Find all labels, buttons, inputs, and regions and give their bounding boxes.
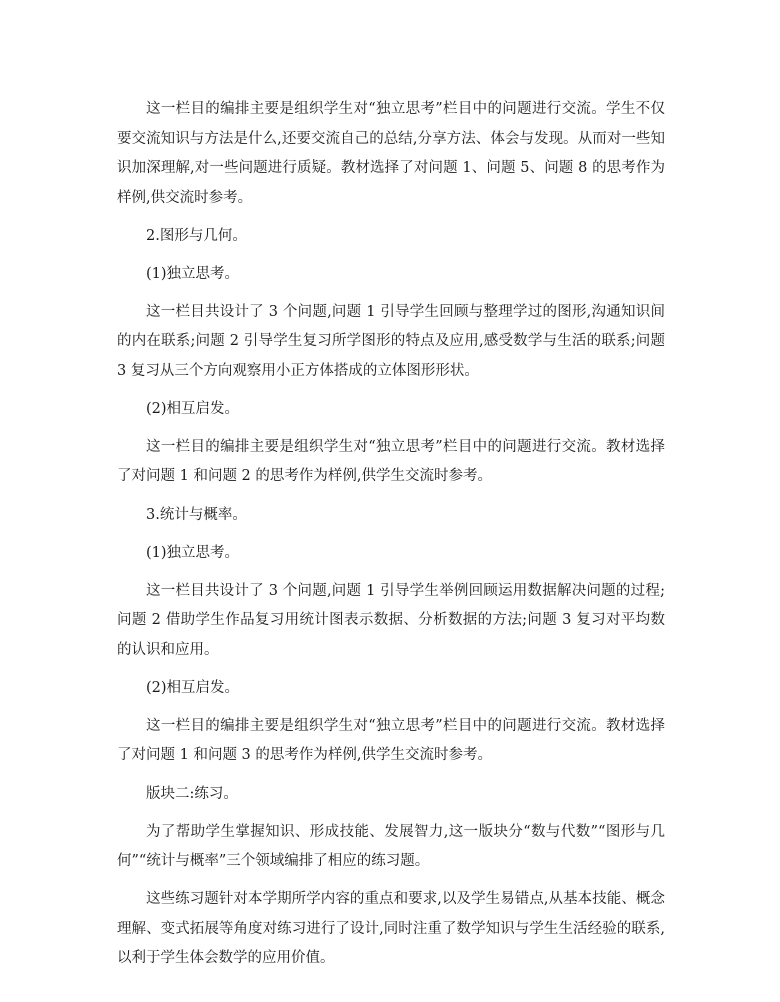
document-body [117,95,665,982]
paragraph-statistics-exchange: 这一栏目的编排主要是组织学生对“独立思考”栏目中的问题进行交流。教材选择了对问题 1 和问题 3 的思考作为样例,供学生交流时参考。 [117,717,665,764]
paragraph-practice-design: 这些练习题针对本学期所学内容的重点和要求,以及学生易错点,从基本技能、概念理解、变式拓展等角度对练习进行了设计,同时注重了数学知识与学生生活经验的联系,以利于学生体会数学的应用价值。 [117,891,665,967]
paragraph-geometry-thinking: 这一栏目共设计了 3 个问题,问题 1 引导学生回顾与整理学过的图形,沟通知识间的内在联系;问题 2 引导学生复习所学图形的特点及应用,感受数学与生活的联系;问题 3 复习从三个方向观察用小正方体搭成的立体图形形状。 [117,303,665,379]
paragraph-geometry-exchange: 这一栏目的编排主要是组织学生对“独立思考”栏目中的问题进行交流。教材选择了对问题 1 和问题 2 的思考作为样例,供学生交流时参考。 [117,438,665,485]
subheading-independent-thinking: (1)独立思考。 [146,265,240,282]
subheading-mutual-inspiration: (2)相互启发。 [146,400,240,417]
paragraph-exchange-intro: 这一栏目的编排主要是组织学生对“独立思考”栏目中的问题进行交流。学生不仅要交流知识与方法是什么,还要交流自己的总结,分享方法、体会与发现。从而对一些知识加深理解,对一些问题进行质疑。教材选择了对问题 1、问题 5、问题 8 的思考作为样例,供交流时参考。 [117,101,665,206]
heading-statistics: 3.统计与概率。 [146,506,247,523]
subheading-independent-thinking: (1)独立思考。 [146,544,240,561]
subheading-mutual-inspiration: (2)相互启发。 [146,679,240,696]
paragraph-statistics-thinking: 这一栏目共设计了 3 个问题,问题 1 引导学生举例回顾运用数据解决问题的过程;问题 2 借助学生作品复习用统计图表示数据、分析数据的方法;问题 3 复习对平均数的认识和应用。 [117,582,665,658]
heading-practice-section: 版块二:练习。 [146,785,238,802]
heading-geometry: 2.图形与几何。 [146,227,247,244]
paragraph-practice-intro: 为了帮助学生掌握知识、形成技能、发展智力,这一版块分“数与代数”“图形与几何”“统计与概率”三个领域编排了相应的练习题。 [117,823,665,870]
